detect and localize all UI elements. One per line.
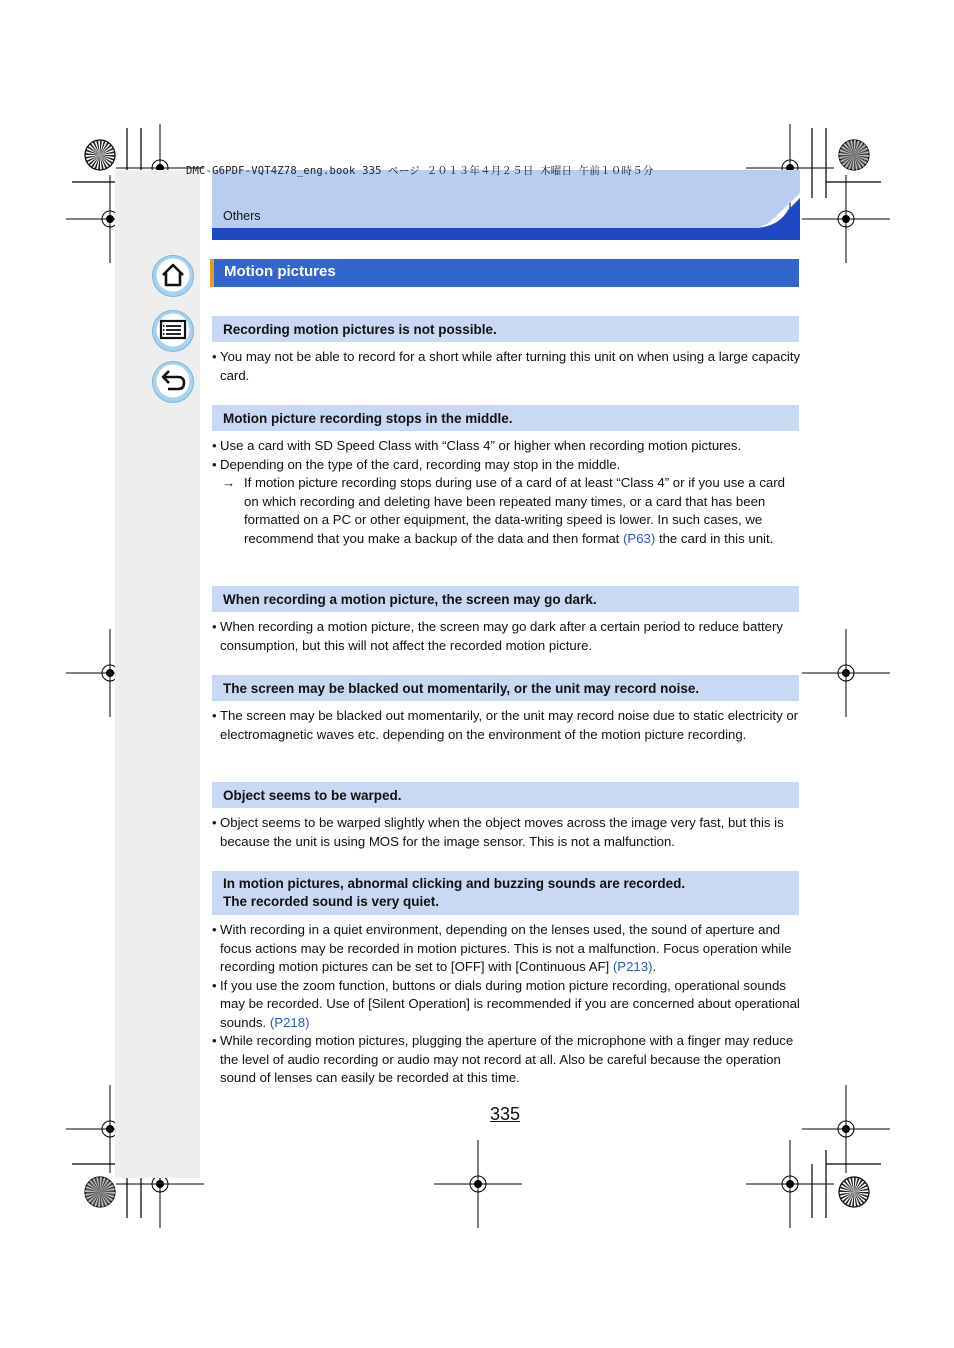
topic-heading [212,871,799,915]
topic-heading-line: The recorded sound is very quiet. [223,894,440,909]
note-text: If motion picture recording stops during use of a card of at least “Class 4” or if you use a card on which recording and deleting have been repeated many times, or a card that has been formatted on a PC or other equipment, the data-writing speed is lower. In such cases, we recommend that you make a backup of the data and then format [244,475,785,546]
topic-body [212,921,802,1088]
topic-heading: The screen may be blacked out momentarily, or the unit may record noise. [212,675,799,701]
bullet-text: If you use the zoom function, buttons or dials during motion picture recording, operational sounds may be recorded. Use of [Silent Operation] is recommended if you are concerned about operational sounds. [220,977,800,1030]
topic-body [212,348,802,385]
arrow-icon: → [222,475,236,490]
bullet-item: • The screen may be blacked out momentarily, or the unit may record noise due to static electricity or electromagnetic waves etc. depending on the environment of the motion picture recording. [212,707,802,744]
section-title-text: Motion pictures [224,263,336,280]
menu-button[interactable] [151,309,195,353]
bullet-item: • Depending on the type of the card, recording may stop in the middle. [212,456,802,475]
bullet-item: • You may not be able to record for a short while after turning this unit on when using a large capacity card. [212,348,802,385]
page-link-p63[interactable]: (P63) [623,530,656,546]
bullet-item: • Use a card with SD Speed Class with “Class 4” or higher when recording motion pictures. [212,437,802,456]
page-link-p218[interactable]: (P218) [269,1014,310,1030]
bullet-item: • When recording a motion picture, the screen may go dark after a certain period to reduce battery consumption, but this will not affect the recorded motion picture. [212,618,802,655]
crosshair-mark [746,1140,834,1228]
bullet-text: With recording in a quiet environment, depending on the lenses used, the sound of aperture and focus actions may be recorded in motion pictures. This is not a malfunction. Focus operation while recording motion pictures can be set to [OFF] with [Continuous AF] [220,922,792,974]
home-icon [151,254,195,298]
section-title [210,259,799,287]
page-number: 335 [490,1104,521,1124]
bullet-item: • While recording motion pictures, plugging the aperture of the microphone with a finger may reduce the level of audio recording or audio may not record at all. Also be careful because the operation sound of lenses can easily be recorded at this time. [212,1032,802,1088]
menu-list-icon [151,309,195,353]
bullet-item [212,977,802,1033]
target-mark [839,1177,869,1207]
crosshair-mark [802,629,890,717]
page-link-p213[interactable]: (P213) [612,959,653,974]
back-arrow-icon [151,360,195,404]
topic-heading-line: In motion pictures, abnormal clicking and buzzing sounds are recorded. [223,876,686,891]
topic-body [212,618,802,655]
target-mark [85,1177,115,1207]
topic-heading: Recording motion pictures is not possible. [212,316,799,342]
bullet-item [212,921,802,977]
bullet-item: • Object seems to be warped slightly when the object moves across the image very fast, but this is because the unit is using MOS for the image sensor. This is not a malfunction. [212,814,802,851]
header-band [212,170,800,240]
target-mark [839,140,869,170]
topic-body [212,437,802,548]
crosshair-mark [802,1085,890,1173]
back-button[interactable] [151,360,195,404]
target-mark [85,140,115,170]
crosshair-mark [434,1140,522,1228]
print-info-line: DMC-G6PDF-VQT4Z78_eng.book 335 ページ ２０１３年４月２５日 木曜日 午前１０時５分 [186,165,654,177]
topic-body [212,707,802,744]
home-button[interactable] [151,254,195,298]
topic-heading: Motion picture recording stops in the middle. [212,405,799,431]
topic-heading: When recording a motion picture, the screen may go dark. [212,586,799,612]
note-tail: the card in this unit. [658,530,774,546]
topic-heading: Object seems to be warped. [212,782,799,808]
note-item [212,474,802,548]
crosshair-mark [802,175,890,263]
bullet-end: . [652,959,657,974]
breadcrumb: Others [223,209,261,223]
topic-body [212,814,802,851]
